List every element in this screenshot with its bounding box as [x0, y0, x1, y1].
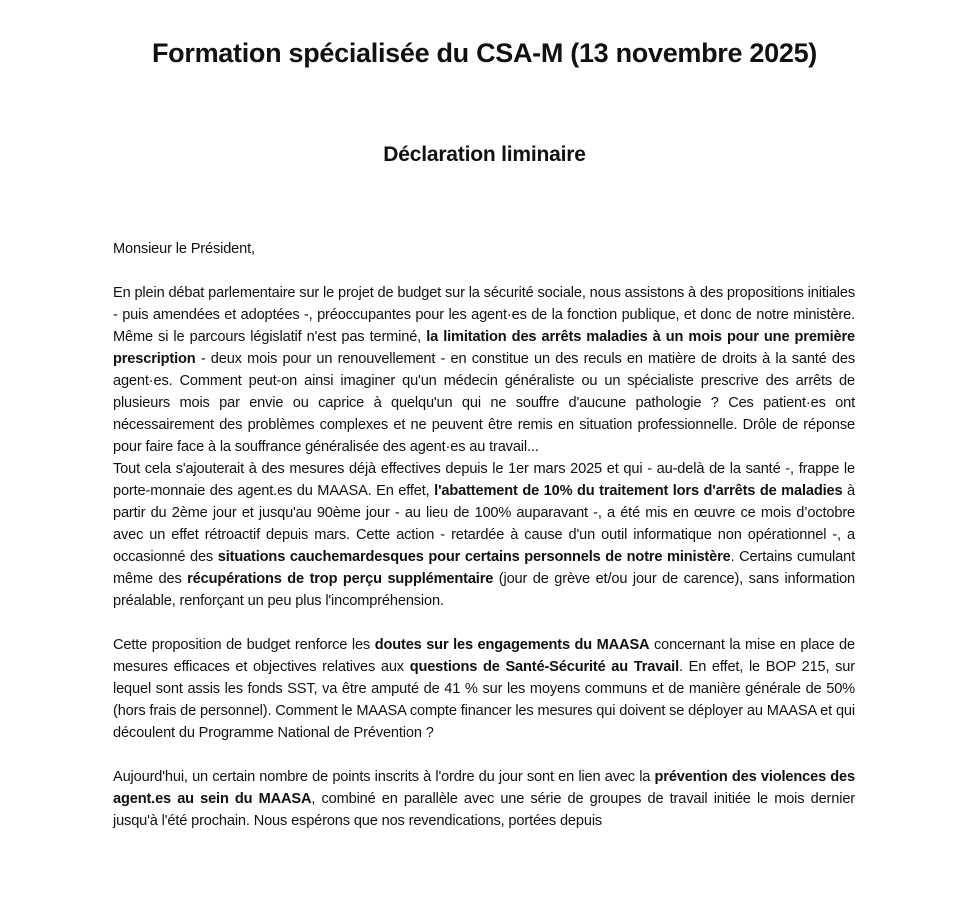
paragraphs: [113, 282, 855, 832]
text-run: En plein débat parlementaire sur le projet de budget sur la sécurité sociale, nous assistons à des propositions initiales - puis amendées et adoptées -, préoccupantes pour les agent·es de la fonction publique, et donc de notre ministère. Même si le parcours législatif n'est pas terminé,: [113, 285, 855, 345]
text-run: Tout cela s'ajouterait à des mesures déjà effectives depuis le 1er mars 2025 et qui - au-delà de la santé -, frappe le porte-monnaie des agent.es du MAASA. En effet,: [113, 461, 855, 499]
bold-text: doutes sur les engagements du MAASA: [374, 637, 650, 653]
text-run: (jour de grève et/ou jour de carence), sans information préalable, renforçant un peu plus l'incompréhension.: [113, 571, 856, 609]
text-run: Cette proposition de budget renforce les: [113, 637, 375, 653]
bold-text: prévention des violences des agent.es au sein du MAASA: [113, 769, 855, 807]
salutation: Monsieur le Président,: [113, 241, 255, 257]
paragraph: [113, 458, 855, 612]
bold-text: l'abattement de 10% du traitement lors d'arrêts de maladies: [434, 483, 843, 499]
document-title: Formation spécialisée du CSA-M (13 novembre 2025): [151, 38, 817, 68]
paragraph: [113, 282, 855, 458]
text-run: . Certains cumulant même des: [113, 549, 855, 587]
text-run: concernant la mise en place de mesures efficaces et objectives relatives aux: [113, 637, 855, 675]
document-body: [113, 238, 855, 832]
paragraph: [113, 766, 855, 832]
text-run: . En effet, le BOP 215, sur lequel sont assis les fonds SST, va être amputé de 41 % sur les moyens communs et de manière générale de 50% (hors frais de personnel). Comment le MAASA compte financer les mesures qui doivent se déployer au MAASA et qui découlent du Programme National de Prévention ?: [113, 659, 855, 741]
bold-text: questions de Santé-Sécurité au Travail: [409, 659, 679, 675]
paragraph: [113, 634, 855, 744]
bold-text: la limitation des arrêts maladies à un mois pour une première prescription: [113, 329, 855, 367]
text-run: Aujourd'hui, un certain nombre de points inscrits à l'ordre du jour sont en lien avec la: [113, 769, 655, 785]
bold-text: situations cauchemardesques pour certains personnels de notre ministère: [217, 549, 731, 565]
text-run: à partir du 2ème jour et jusqu'au 90ème jour - au lieu de 100% auparavant -, a été mis en œuvre ce mois d’octobre avec un effet rétroactif depuis mars. Cette action - retardée à cause d'un outil informatique non opérationnel -, a occasionné des: [113, 483, 856, 565]
document-subtitle: Déclaration liminaire: [383, 143, 586, 166]
text-run: - deux mois pour un renouvellement - en constitue un des reculs en matière de droits à la santé des agent·es. Comment peut-on ainsi imaginer qu'un médecin généraliste ou un spécialiste prescrive des arrêts de plusieurs mois par envie ou caprice à quelqu'un qui ne souffre d'aucune pathologie ? Ces patient·es ont nécessairement des problèmes complexes et ne peuvent être remis en situation professionnelle. Drôle de réponse pour faire face à la souffrance généralisée des agent·es au travail...: [113, 351, 855, 455]
bold-text: récupérations de trop perçu supplémentaire: [187, 571, 494, 587]
text-run: , combiné en parallèle avec une série de groupes de travail initiée le mois dernier jusqu'à l'été prochain. Nous espérons que nos revendications, portées depuis: [113, 791, 855, 829]
